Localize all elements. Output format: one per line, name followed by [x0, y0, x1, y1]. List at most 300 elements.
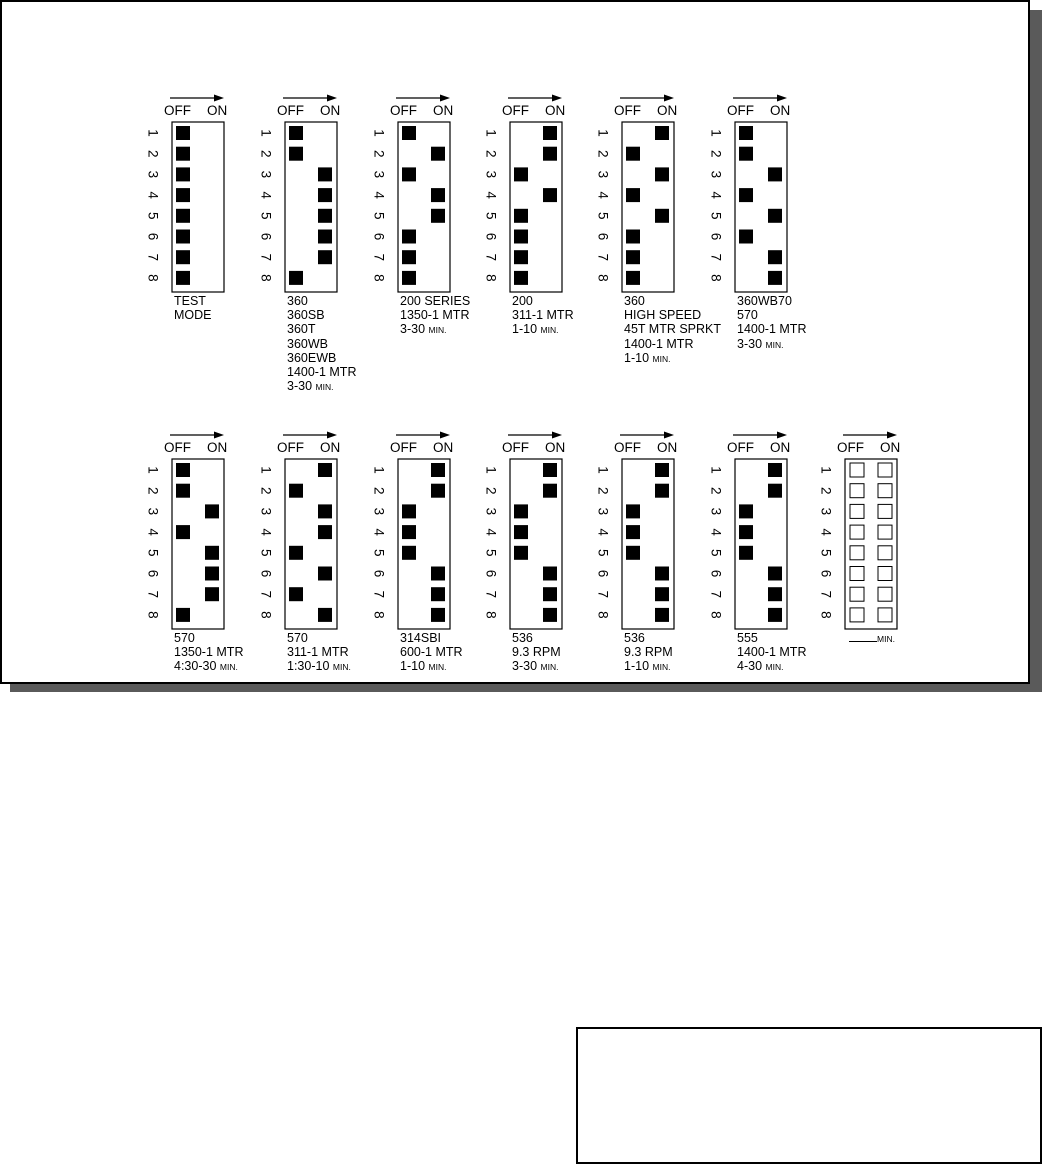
switch-lever-1-on [543, 463, 557, 477]
position-number-2: 2 [818, 486, 834, 495]
position-number-8: 8 [595, 274, 611, 282]
switch-lever-2-off [739, 147, 753, 161]
caption-text: 200 SERIES [400, 294, 471, 308]
position-number-5: 5 [483, 212, 499, 220]
empty-off-cell-1 [850, 463, 864, 477]
position-number-7: 7 [595, 253, 611, 261]
on-label: ON [657, 440, 678, 455]
caption-line [512, 659, 561, 674]
off-label: OFF [164, 103, 191, 118]
caption-line [737, 337, 806, 352]
switch-lever-6-on [655, 567, 669, 581]
position-number-2: 2 [145, 149, 161, 158]
off-label: OFF [390, 440, 417, 455]
caption-line [174, 294, 212, 308]
switch-lever-5-on [205, 546, 219, 560]
switch-lever-3-off [402, 167, 416, 181]
caption-line [400, 645, 463, 659]
switch-lever-1-on [655, 463, 669, 477]
position-number-6: 6 [258, 569, 274, 578]
position-number-2: 2 [595, 149, 611, 158]
switch-lever-3-off [514, 504, 528, 518]
position-number-3: 3 [708, 170, 724, 179]
switch-lever-6-off [739, 230, 753, 244]
position-number-5: 5 [483, 549, 499, 557]
empty-on-cell-8 [878, 608, 892, 622]
switch-lever-1-on [543, 126, 557, 140]
dip-switch-200-series [372, 95, 454, 293]
caption-line [174, 308, 212, 322]
caption-line [624, 659, 673, 674]
caption-360 [287, 294, 356, 394]
on-label: ON [770, 440, 791, 455]
position-number-4: 4 [145, 528, 161, 536]
caption-line [512, 631, 561, 645]
caption-text: 3-30 [400, 322, 429, 337]
fill-in-blank [849, 641, 877, 642]
switch-lever-1-off [176, 126, 190, 140]
switch-lever-8-on [768, 608, 782, 622]
position-number-5: 5 [595, 212, 611, 220]
switch-lever-2-off [626, 147, 640, 161]
unit-label: MIN. [652, 353, 671, 364]
position-number-2: 2 [258, 149, 274, 158]
switch-lever-6-off [626, 230, 640, 244]
caption-line [849, 631, 895, 646]
position-number-3: 3 [145, 507, 161, 516]
caption-text: 311-1 MTR [512, 308, 574, 323]
position-number-8: 8 [818, 611, 834, 619]
position-number-7: 7 [708, 590, 724, 598]
caption-text: 536 [624, 631, 645, 645]
caption-text: 45T MTR SPRKT [624, 322, 722, 337]
caption-text: 1-10 [512, 322, 541, 337]
switch-lever-1-on [318, 463, 332, 477]
on-label: ON [545, 103, 566, 118]
position-number-5: 5 [258, 549, 274, 557]
switch-lever-8-off [289, 271, 303, 285]
position-number-7: 7 [145, 590, 161, 598]
switch-lever-4-on [318, 525, 332, 539]
caption-line [287, 365, 356, 379]
position-number-4: 4 [483, 528, 499, 536]
switch-lever-5-off [514, 209, 528, 223]
position-number-8: 8 [371, 611, 387, 619]
position-number-4: 4 [371, 191, 387, 199]
position-number-3: 3 [371, 170, 387, 179]
caption-314sbi [400, 631, 463, 675]
empty-on-cell-7 [878, 587, 892, 601]
position-number-8: 8 [145, 611, 161, 619]
position-number-1: 1 [145, 129, 161, 137]
empty-off-cell-3 [850, 504, 864, 518]
caption-text: 1350-1 MTR [400, 308, 470, 323]
position-number-7: 7 [258, 590, 274, 598]
position-number-8: 8 [483, 274, 499, 282]
direction-arrow-head [777, 95, 787, 102]
switch-lever-8-on [768, 271, 782, 285]
position-number-3: 3 [145, 170, 161, 179]
empty-on-cell-6 [878, 567, 892, 581]
switch-lever-6-off [176, 230, 190, 244]
caption-line [737, 645, 806, 659]
switch-lever-7-on [768, 250, 782, 264]
caption-line [287, 351, 356, 365]
dip-switch-570-1350 [146, 432, 228, 630]
position-number-5: 5 [145, 212, 161, 220]
direction-arrow-head [214, 95, 224, 102]
dip-switch-200-311 [484, 95, 566, 293]
unit-label: MIN. [540, 325, 559, 336]
caption-line [624, 645, 673, 659]
position-number-1: 1 [818, 466, 834, 474]
position-number-3: 3 [258, 507, 274, 516]
dip-switch-536-3-30 [484, 432, 566, 630]
direction-arrow-head [777, 432, 787, 439]
on-label: ON [320, 440, 341, 455]
position-number-4: 4 [483, 191, 499, 199]
position-number-3: 3 [483, 507, 499, 516]
caption-line [737, 659, 806, 674]
direction-arrow-head [214, 432, 224, 439]
position-number-7: 7 [595, 590, 611, 598]
switch-lever-3-off [402, 504, 416, 518]
off-label: OFF [502, 440, 529, 455]
caption-text: 3-30 [287, 379, 316, 394]
dip-switch-360wb70 [709, 95, 791, 293]
dip-switch-diagram [2, 2, 1032, 686]
off-label: OFF [727, 103, 754, 118]
empty-on-cell-4 [878, 525, 892, 539]
caption-text: 360SB [287, 308, 325, 323]
switch-lever-7-on [543, 587, 557, 601]
dip-switch-blank [819, 432, 901, 630]
position-number-1: 1 [258, 466, 274, 474]
position-number-5: 5 [708, 212, 724, 220]
position-number-1: 1 [145, 466, 161, 474]
caption-line [624, 337, 721, 351]
off-label: OFF [614, 440, 641, 455]
empty-on-cell-2 [878, 484, 892, 498]
caption-line [400, 659, 463, 674]
dip-switch-314sbi [372, 432, 454, 630]
position-number-8: 8 [708, 274, 724, 282]
direction-arrow-head [440, 432, 450, 439]
caption-line [624, 631, 673, 645]
position-number-7: 7 [483, 590, 499, 598]
caption-line [624, 308, 721, 322]
position-number-4: 4 [258, 528, 274, 536]
switch-lever-6-on [318, 567, 332, 581]
switch-lever-1-on [768, 463, 782, 477]
caption-570-1350 [174, 631, 243, 675]
switch-lever-5-off [289, 546, 303, 560]
switch-lever-6-off [514, 230, 528, 244]
position-number-7: 7 [371, 590, 387, 598]
dip-switch-test-mode [146, 95, 228, 293]
dip-switch-555 [709, 432, 791, 630]
switch-lever-4-on [543, 188, 557, 202]
caption-text: 1350-1 MTR [174, 645, 244, 660]
caption-test-mode [174, 294, 212, 322]
switch-lever-4-off [176, 525, 190, 539]
position-number-7: 7 [483, 253, 499, 261]
caption-text: 1-10 [624, 350, 653, 365]
switch-lever-1-on [431, 463, 445, 477]
position-number-6: 6 [371, 232, 387, 241]
position-number-4: 4 [708, 191, 724, 199]
switch-lever-3-on [768, 167, 782, 181]
position-number-1: 1 [258, 129, 274, 137]
switch-lever-3-on [318, 167, 332, 181]
caption-360-high-speed [624, 294, 721, 366]
dip-switch-360-high-speed [596, 95, 678, 293]
direction-arrow-head [440, 95, 450, 102]
caption-line [287, 659, 351, 674]
switch-lever-3-off [739, 504, 753, 518]
caption-570-311 [287, 631, 351, 675]
direction-arrow-head [664, 95, 674, 102]
switch-lever-3-on [205, 504, 219, 518]
caption-536-3-30 [512, 631, 561, 675]
switch-lever-2-on [543, 147, 557, 161]
caption-line [287, 294, 356, 308]
switch-lever-1-off [176, 463, 190, 477]
switch-lever-7-on [205, 587, 219, 601]
empty-off-cell-6 [850, 567, 864, 581]
caption-line [512, 322, 574, 337]
caption-line [624, 294, 721, 308]
switch-lever-6-on [431, 567, 445, 581]
position-number-6: 6 [258, 232, 274, 241]
switch-lever-2-off [289, 484, 303, 498]
dip-switch-570-311 [259, 432, 341, 630]
direction-arrow-head [327, 432, 337, 439]
switch-lever-8-off [402, 271, 416, 285]
caption-536-1-10 [624, 631, 673, 675]
on-label: ON [207, 440, 228, 455]
position-number-3: 3 [708, 507, 724, 516]
on-label: ON [433, 440, 454, 455]
position-number-2: 2 [145, 486, 161, 495]
position-number-4: 4 [595, 191, 611, 199]
caption-text: 600-1 MTR [400, 645, 463, 660]
caption-text: 311-1 MTR [287, 645, 349, 660]
position-number-5: 5 [258, 212, 274, 220]
switch-lever-5-on [318, 209, 332, 223]
unit-label: MIN. [428, 662, 447, 673]
switch-lever-1-on [655, 126, 669, 140]
switch-lever-4-off [626, 525, 640, 539]
position-number-6: 6 [708, 569, 724, 578]
empty-off-cell-8 [850, 608, 864, 622]
switch-lever-2-on [768, 484, 782, 498]
position-number-6: 6 [483, 232, 499, 241]
position-number-8: 8 [258, 611, 274, 619]
caption-text: 4-30 [737, 659, 766, 674]
caption-line [287, 308, 356, 322]
unit-label: MIN. [219, 662, 238, 673]
switch-lever-5-on [655, 209, 669, 223]
caption-line [174, 645, 243, 659]
position-number-6: 6 [483, 569, 499, 578]
dip-switch-360 [259, 95, 341, 293]
off-label: OFF [837, 440, 864, 455]
position-number-3: 3 [595, 507, 611, 516]
caption-text: HIGH SPEED [624, 308, 702, 323]
position-number-2: 2 [258, 486, 274, 495]
switch-lever-2-on [431, 147, 445, 161]
position-number-1: 1 [708, 129, 724, 137]
switch-lever-7-on [768, 587, 782, 601]
caption-text: 3-30 [737, 336, 766, 351]
switch-lever-3-on [318, 504, 332, 518]
empty-off-cell-7 [850, 587, 864, 601]
switch-lever-2-on [655, 484, 669, 498]
caption-360wb70 [737, 294, 806, 352]
position-number-7: 7 [818, 590, 834, 598]
caption-text: 9.3 RPM [624, 645, 673, 660]
position-number-4: 4 [708, 528, 724, 536]
position-number-6: 6 [595, 569, 611, 578]
switch-lever-3-off [514, 167, 528, 181]
switch-lever-3-off [626, 504, 640, 518]
unit-label: MIN. [428, 325, 447, 336]
switch-lever-2-on [543, 484, 557, 498]
empty-on-cell-1 [878, 463, 892, 477]
caption-text: 1400-1 MTR [737, 322, 807, 337]
caption-text: 570 [287, 631, 308, 645]
switch-lever-7-off [176, 250, 190, 264]
switch-lever-3-off [176, 167, 190, 181]
position-number-6: 6 [708, 232, 724, 241]
position-number-6: 6 [145, 569, 161, 578]
caption-text: 200 [512, 294, 533, 308]
position-number-5: 5 [371, 549, 387, 557]
position-number-1: 1 [371, 129, 387, 137]
caption-blank [849, 631, 895, 646]
position-number-3: 3 [371, 507, 387, 516]
caption-line [400, 308, 470, 322]
empty-on-cell-5 [878, 546, 892, 560]
switch-lever-7-off [514, 250, 528, 264]
unit-label: MIN. [652, 662, 671, 673]
switch-lever-1-off [289, 126, 303, 140]
position-number-5: 5 [145, 549, 161, 557]
caption-line [174, 631, 243, 645]
position-number-1: 1 [483, 466, 499, 474]
position-number-4: 4 [818, 528, 834, 536]
switch-lever-5-on [431, 209, 445, 223]
position-number-3: 3 [595, 170, 611, 179]
switch-lever-7-on [431, 587, 445, 601]
position-number-3: 3 [818, 507, 834, 516]
unit-label: MIN. [332, 662, 351, 673]
position-number-5: 5 [818, 549, 834, 557]
switch-lever-6-on [318, 230, 332, 244]
position-number-2: 2 [371, 149, 387, 158]
on-label: ON [433, 103, 454, 118]
position-number-8: 8 [708, 611, 724, 619]
switch-lever-7-off [626, 250, 640, 264]
unit-label: MIN. [765, 339, 784, 350]
on-label: ON [320, 103, 341, 118]
switch-lever-2-off [176, 147, 190, 161]
direction-arrow-head [552, 432, 562, 439]
switch-lever-4-off [514, 525, 528, 539]
switch-lever-8-off [176, 271, 190, 285]
empty-on-cell-3 [878, 504, 892, 518]
caption-text: 1400-1 MTR [624, 336, 694, 351]
caption-text: 360WB70 [737, 294, 792, 308]
position-number-6: 6 [818, 569, 834, 578]
switch-lever-7-off [289, 587, 303, 601]
position-number-2: 2 [595, 486, 611, 495]
position-number-2: 2 [483, 149, 499, 158]
on-label: ON [657, 103, 678, 118]
position-number-7: 7 [708, 253, 724, 261]
caption-text: 555 [737, 631, 758, 645]
caption-line [400, 294, 470, 308]
position-number-2: 2 [483, 486, 499, 495]
empty-off-cell-5 [850, 546, 864, 560]
caption-text: 1400-1 MTR [737, 645, 807, 660]
position-number-4: 4 [595, 528, 611, 536]
on-label: ON [207, 103, 228, 118]
caption-line [737, 631, 806, 645]
position-number-5: 5 [595, 549, 611, 557]
switch-lever-8-on [318, 608, 332, 622]
switch-lever-8-on [543, 608, 557, 622]
switch-lever-6-on [768, 567, 782, 581]
position-number-7: 7 [258, 253, 274, 261]
switch-lever-7-on [655, 587, 669, 601]
switch-lever-8-on [431, 608, 445, 622]
position-number-7: 7 [371, 253, 387, 261]
unit-label: MIN. [315, 382, 334, 393]
caption-line [400, 322, 470, 337]
switch-lever-4-off [402, 525, 416, 539]
switch-lever-6-off [402, 230, 416, 244]
switch-lever-5-off [402, 546, 416, 560]
caption-text: 4:30-30 [174, 659, 220, 674]
dip-switch-536-1-10 [596, 432, 678, 630]
direction-arrow-head [664, 432, 674, 439]
switch-lever-8-on [655, 608, 669, 622]
position-number-6: 6 [595, 232, 611, 241]
off-label: OFF [502, 103, 529, 118]
note-box [576, 1027, 1042, 1164]
direction-arrow-head [887, 432, 897, 439]
unit-label: MIN. [540, 662, 559, 673]
caption-text: 1400-1 MTR [287, 365, 357, 380]
position-number-8: 8 [145, 274, 161, 282]
caption-line [624, 322, 721, 336]
switch-lever-4-on [318, 188, 332, 202]
switch-lever-8-off [626, 271, 640, 285]
switch-lever-2-off [289, 147, 303, 161]
switch-lever-4-on [431, 188, 445, 202]
on-label: ON [770, 103, 791, 118]
caption-text: MODE [174, 308, 212, 323]
caption-line [737, 322, 806, 336]
caption-line [400, 631, 463, 645]
position-number-6: 6 [145, 232, 161, 241]
switch-lever-5-off [626, 546, 640, 560]
caption-line [287, 337, 356, 351]
caption-line [287, 631, 351, 645]
switch-lever-3-on [655, 167, 669, 181]
